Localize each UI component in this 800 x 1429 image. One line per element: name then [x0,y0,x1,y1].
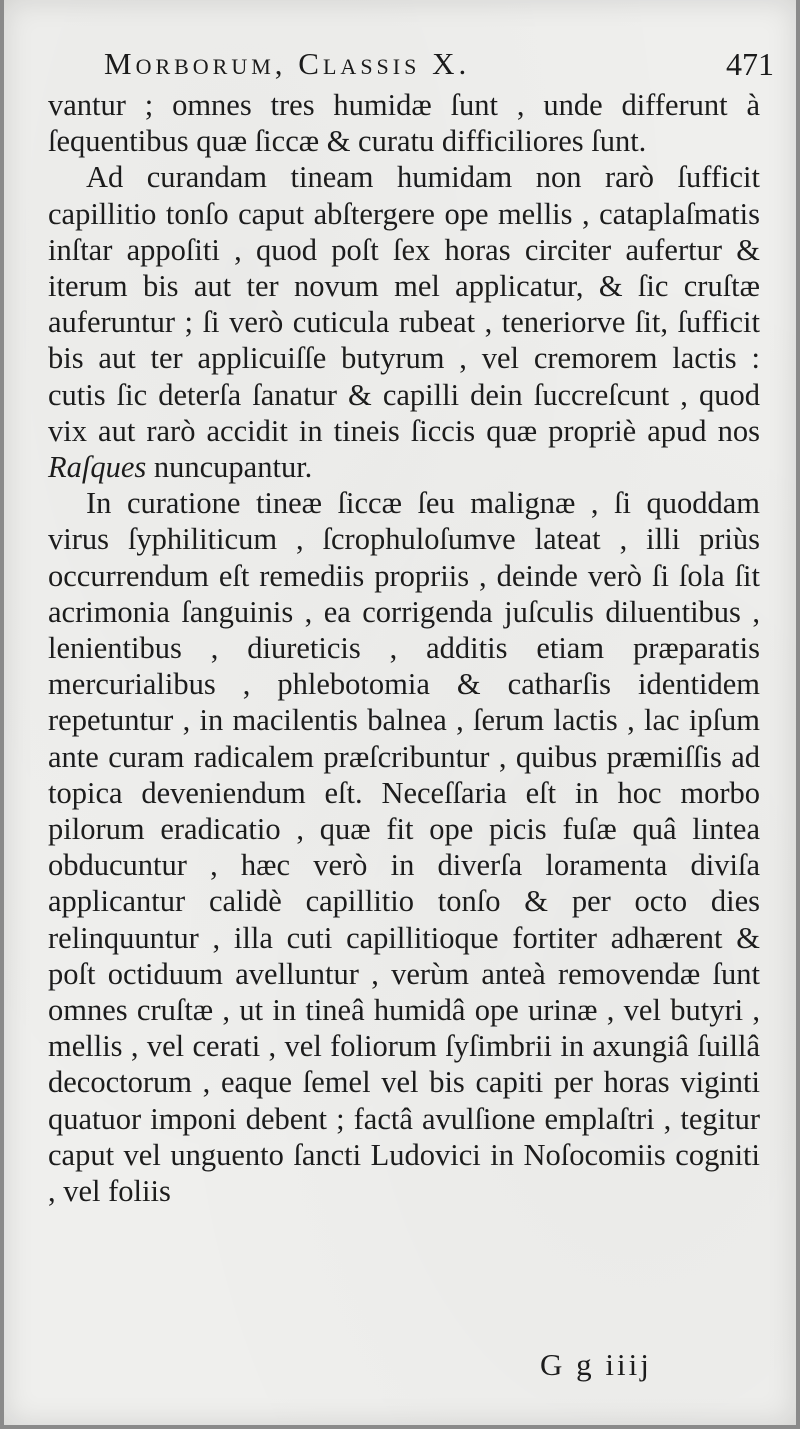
paragraph-text: Ad curandam tineam humidam non rarò ſufficit capillitio tonſo caput abſtergere ope mellis , cataplaſmatis inſtar appoſiti , quod poſt ſex horas circiter aufertur & iterum bis aut ter novum mel applicatur, & ſic cruſtæ auferuntur ; ſi verò cuticula rubeat , teneriorve ſit, ſufficit bis aut ter applicuiſſe butyrum , vel cremorem lactis : cutis ſic deterſa ſanatur & capilli dein ſuccreſcunt , quod vix aut rarò accidit in tineis ſiccis quæ propriè apud nos [48,160,760,448]
signature-mark: G g iiij [540,1347,652,1382]
paragraph-tinea-sicca: In curatione tineæ ſiccæ ſeu malignæ , ſi quoddam virus ſyphiliticum , ſcrophuloſumve lateat , illi priùs occurrendum eſt remediis propriis , deinde verò ſi ſola ſit acrimonia ſanguinis , ea corrigenda juſculis diluentibus , lenientibus , diureticis , additis etiam præparatis mercurialibus , phlebotomia & catharſis identidem repetuntur , in macilentis balnea , ſerum lactis , lac ipſum ante curam radicalem præſcribuntur , quibus præmiſſis ad topica deveniendum eſt. Neceſſaria eſt in hoc morbo pilorum eradicatio , quæ fit ope picis fuſæ quâ lintea obducuntur , hæc verò in diverſa loramenta diviſa applicantur calidè capillitio tonſo & per octo dies relinquuntur , illa cuti capillitioque fortiter adhærent & poſt octiduum avelluntur , verùm anteà removendæ ſunt omnes cruſtæ , ut in tineâ humidâ ope urinæ , vel butyri , mellis , vel cerati , vel foliorum ſyſimbrii in axungiâ ſuillâ decoctorum , eaque ſemel vel bis capiti per horas viginti quatuor imponi debent ; factâ avulſione emplaſtri , tegitur caput vel unguento ſancti Ludovici in Noſocomiis cogniti , vel foliis [48,486,760,1209]
paragraph-tinea-humida [48,159,760,485]
paragraph-text-end: nuncupantur. [146,450,313,485]
running-title: Morborum, Classis X. [104,46,471,81]
italic-term: Raſques [48,450,147,485]
page-header [104,40,774,90]
book-page [4,0,796,1425]
page-number: 471 [726,46,774,82]
body-text [48,87,760,1209]
paragraph-continued: vantur ; omnes tres humidæ ſunt , unde differunt à ſequentibus quæ ſiccæ & curatu difficiliores ſunt. [48,88,760,159]
